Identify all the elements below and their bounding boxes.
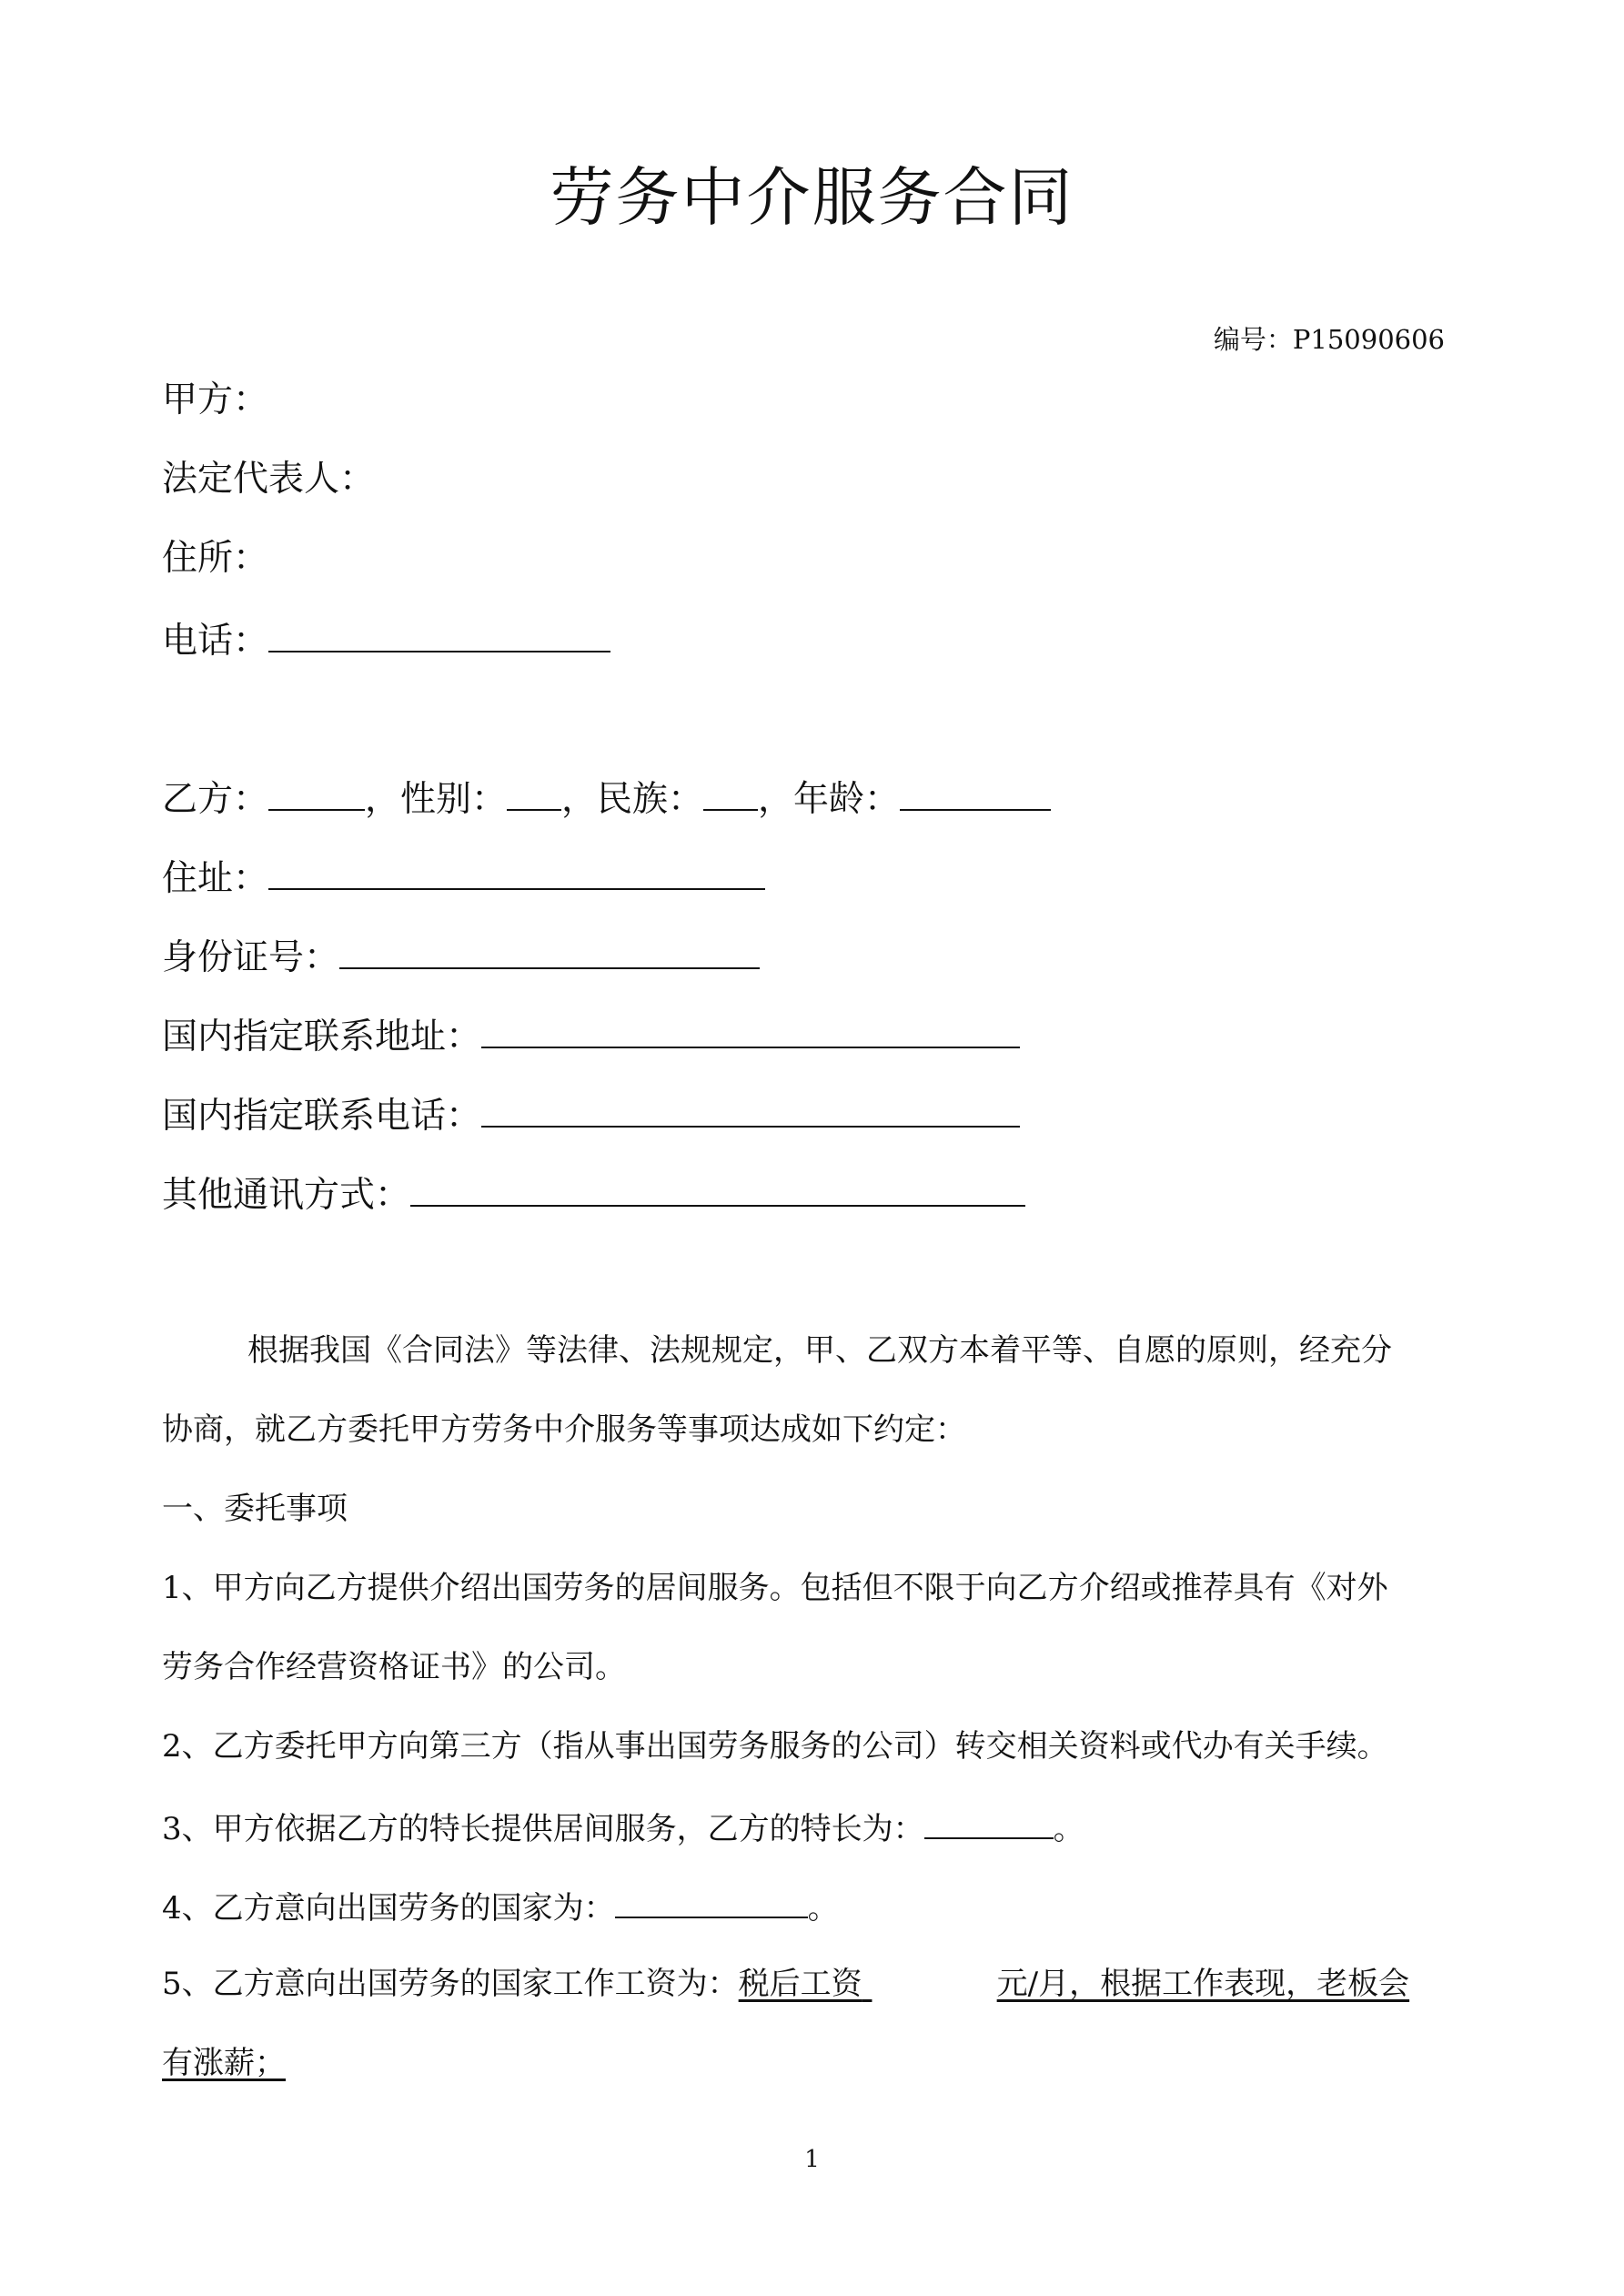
party-a-phone-label: 电话： [162, 621, 269, 662]
party-b-id-label: 身份证号： [162, 937, 340, 978]
page-number: 1 [804, 2146, 820, 2173]
item-5-line-2 [162, 2040, 1472, 2086]
party-b-gender-label: ，性别： [365, 779, 508, 820]
item-1-line-2: 劳务合作经营资格证书》的公司。 [162, 1649, 626, 1685]
party-b-id-blank[interactable] [339, 929, 760, 969]
party-a-address-label: 住所： [162, 538, 269, 579]
party-a-label: 甲方： [162, 379, 269, 420]
item-4-suffix: 。 [807, 1890, 839, 1927]
party-b-ethnicity-label: ，民族： [561, 779, 704, 820]
party-b-gender-blank[interactable] [507, 771, 561, 811]
contact-address-label: 国内指定联系地址： [162, 1017, 482, 1057]
party-b-age-blank[interactable] [900, 771, 1051, 811]
contact-phone-label: 国内指定联系电话： [162, 1096, 482, 1137]
party-b-address-label: 住址： [162, 858, 269, 899]
party-b-name-blank[interactable] [268, 771, 365, 811]
other-contact-row [162, 1167, 1025, 1221]
item-4 [162, 1882, 1472, 1931]
party-a-rep-label: 法定代表人： [162, 459, 376, 500]
other-contact-label: 其他通讯方式： [162, 1175, 411, 1216]
party-a-address-row [162, 533, 268, 584]
document-number: 编号：P15090606 [1213, 324, 1445, 355]
item-3 [162, 1803, 1472, 1852]
item-4-text: 4、乙方意向出国劳务的国家为： [162, 1890, 615, 1927]
party-b-age-label: ，年龄： [758, 779, 901, 820]
intro-line-1: 根据我国《合同法》等法律、法规规定，甲、乙双方本着平等、自愿的原则，经充分 [247, 1332, 1392, 1369]
item-5-text: 5、乙方意向出国劳务的国家工作工资为： [162, 1966, 739, 2002]
party-b-id-row [162, 929, 760, 984]
page-title: 劳务中介服务合同 [550, 160, 1074, 235]
party-a-row [162, 375, 268, 426]
party-b-label: 乙方： [162, 779, 269, 820]
item-3-text: 3、甲方依据乙方的特长提供居间服务，乙方的特长为： [162, 1811, 924, 1847]
salary-before-gap: 税后工资 [738, 1966, 862, 2002]
party-a-phone-row [162, 612, 610, 667]
contact-phone-row [162, 1087, 1020, 1142]
contact-phone-blank[interactable] [481, 1087, 1020, 1128]
party-b-address-blank[interactable] [268, 850, 765, 890]
country-blank[interactable] [615, 1882, 808, 1918]
item-5-continuation: 有涨薪； [162, 2045, 286, 2081]
item-1-line-1: 1、甲方向乙方提供介绍出国劳务的居间服务。包括但不限于向乙方介绍或推荐具有《对外 [162, 1570, 1388, 1606]
intro-line-2: 协商，就乙方委托甲方劳务中介服务等事项达成如下约定： [162, 1411, 966, 1448]
salary-after-gap: 元/月，根据工作表现，老板会 [996, 1966, 1410, 2002]
salary-blank[interactable] [862, 1961, 997, 2007]
item-3-suffix: 。 [1053, 1811, 1084, 1847]
item-5-line-1 [162, 1961, 1472, 2007]
party-b-ethnicity-blank[interactable] [703, 771, 758, 811]
specialty-blank[interactable] [924, 1803, 1054, 1839]
item-2: 2、乙方委托甲方向第三方（指从事出国劳务服务的公司）转交相关资料或代办有关手续。 [162, 1728, 1388, 1765]
party-b-address-row [162, 850, 765, 905]
party-a-phone-blank[interactable] [268, 612, 610, 652]
contact-address-row [162, 1008, 1020, 1063]
section-1-heading: 一、委托事项 [162, 1491, 348, 1527]
contact-address-blank[interactable] [481, 1008, 1020, 1048]
party-a-rep-row [162, 454, 375, 505]
party-b-row [162, 771, 1051, 825]
other-contact-blank[interactable] [410, 1167, 1025, 1207]
